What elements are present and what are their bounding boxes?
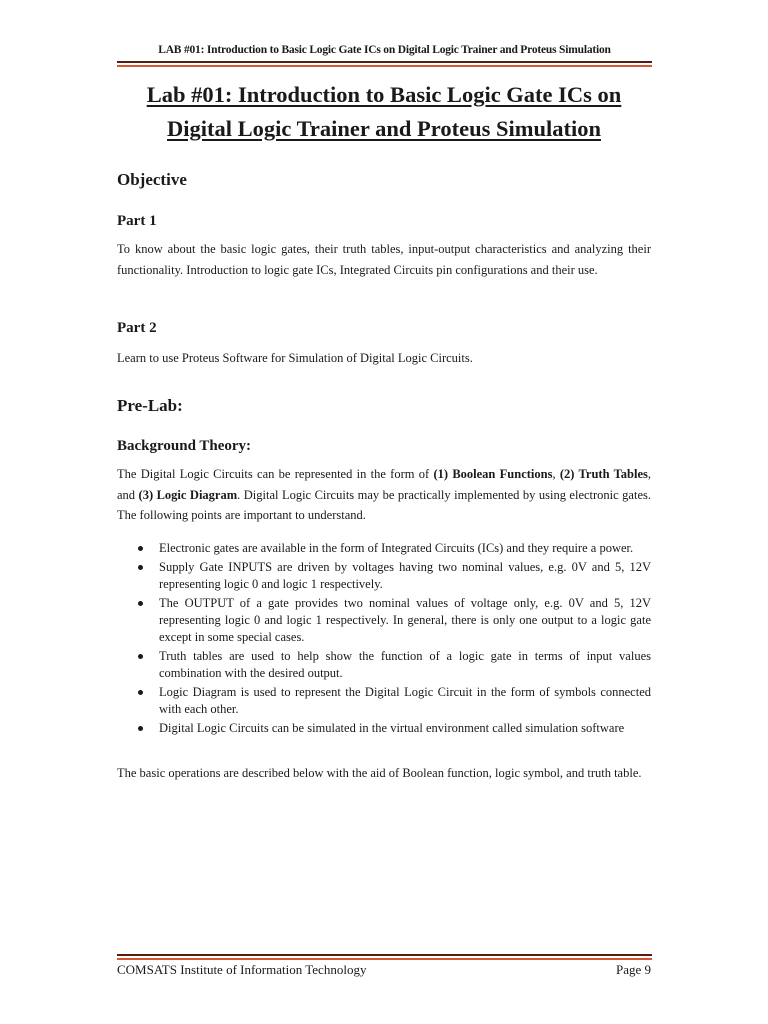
list-item	[117, 720, 651, 737]
list-item	[117, 595, 651, 646]
list-item-text: Logic Diagram is used to represent the Digital Logic Circuit in the form of symbols connected with each other.	[159, 685, 651, 716]
intro-text: The Digital Logic Circuits can be represented in the form of	[117, 467, 434, 481]
intro-text: . Digital Logic Circuits may be practically implemented by using electronic gates. The following points are important to understand.	[117, 487, 651, 522]
intro-truth-tables: (2) Truth Tables	[559, 467, 648, 481]
list-item	[117, 648, 651, 682]
intro-logic-diagram: (3) Logic Diagram	[138, 487, 238, 502]
header-rule-accent	[117, 65, 652, 67]
part1-text: To know about the basic logic gates, their truth tables, input-output characteristics and analyzing their functionality. Introduction to logic gate ICs, Integrated Circuits pin configurations and their use.	[117, 242, 651, 277]
bullet-icon	[138, 565, 143, 570]
header-rule	[117, 61, 652, 63]
title-line-2: Digital Logic Trainer and Proteus Simulation	[167, 116, 601, 141]
footer-rule	[117, 954, 652, 956]
intro-text: , and	[117, 467, 652, 502]
bullet-icon	[138, 726, 143, 731]
list-item-text: Supply Gate INPUTS are driven by voltages having two nominal values, e.g. 0V and 5, 12V representing logic 0 and logic 1 respectively.	[159, 560, 651, 591]
list-item	[117, 684, 651, 718]
list-item	[117, 540, 651, 557]
footer-institution: COMSATS Institute of Information Technology	[117, 962, 367, 977]
bullet-list	[117, 540, 651, 739]
background-intro	[117, 464, 651, 526]
objective-heading: Objective	[117, 170, 187, 189]
bullet-icon	[138, 601, 143, 606]
list-item-text: Truth tables are used to help show the function of a logic gate in terms of input values combination with the desired output.	[159, 649, 651, 680]
page-number: Page 9	[615, 962, 651, 977]
intro-text: ,	[552, 467, 560, 481]
bullet-icon	[138, 546, 143, 551]
prelab-heading: Pre-Lab:	[117, 396, 183, 415]
page-title	[100, 78, 668, 146]
part2-heading: Part 2	[117, 320, 157, 336]
list-item	[117, 559, 651, 593]
running-header: LAB #01: Introduction to Basic Logic Gate ICs on Digital Logic Trainer and Proteus Simulation	[158, 44, 611, 56]
list-item-text: The OUTPUT of a gate provides two nominal values of voltage only, e.g. 0V and 5, 12V representing logic 0 and logic 1 respectively. In general, there is only one output to a logic gate except in some special cases.	[159, 596, 651, 644]
part2-text: Learn to use Proteus Software for Simulation of Digital Logic Circuits.	[117, 351, 473, 365]
bullet-icon	[138, 654, 143, 659]
closing-paragraph: The basic operations are described below with the aid of Boolean function, logic symbol, and truth table.	[117, 766, 642, 780]
intro-boolean-functions: (1) Boolean Functions	[433, 467, 553, 481]
footer-rule-accent	[117, 958, 652, 960]
title-line-1: Lab #01: Introduction to Basic Logic Gate ICs on	[146, 82, 622, 107]
list-item-text: Digital Logic Circuits can be simulated in the virtual environment called simulation software	[159, 721, 625, 735]
bullet-icon	[138, 690, 143, 695]
background-theory-heading: Background Theory:	[117, 438, 252, 454]
part1-heading: Part 1	[117, 213, 157, 229]
list-item-text: Electronic gates are available in the form of Integrated Circuits (ICs) and they require a power.	[159, 541, 634, 555]
